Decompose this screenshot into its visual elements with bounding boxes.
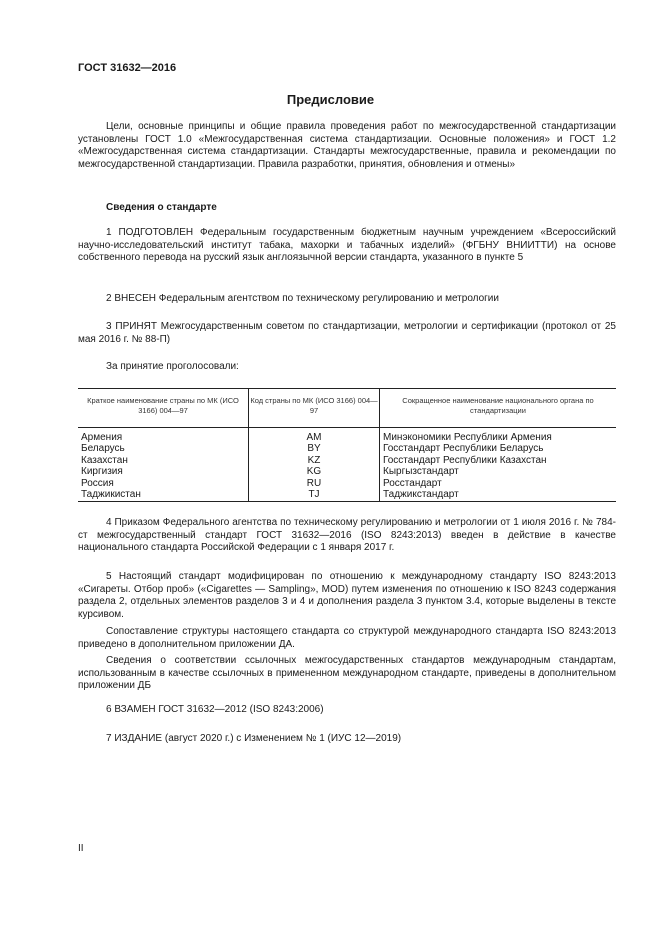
table-row xyxy=(78,443,616,454)
table-row xyxy=(78,489,616,500)
intro-paragraph: Цели, основные принципы и общие правила проведения работ по межгосударственной стандартизации установлены ГОСТ 1.0 «Межгосударственная система стандартизации. Основные положения» и ГОСТ 1.2 «Межгосударственная система стандартизации. Стандарты межгосударственные, правила и рекомендации по межгосударственной стандартизации. Правила разработки, принятия, обновления и отмены» xyxy=(78,121,616,170)
item-1-prepared: 1 ПОДГОТОВЛЕН Федеральным государственным бюджетным научным учреждением «Всероссийский научно-исследовательский институт табака, махорки и табачных изделий» (ФГБНУ ВНИИТТИ) на основе собственного перевода на русский язык англоязычной версии стандарта, указанного в пункте 5 xyxy=(78,227,616,264)
table-row xyxy=(78,466,616,477)
table-row xyxy=(78,478,616,489)
body-cell: Таджикстандарт xyxy=(383,488,459,500)
item-5-structure-comparison: Сопоставление структуры настоящего стандарта со структурой международного стандарта ISO 8243:2013 приведено в дополнительном приложении ДА. xyxy=(78,626,616,650)
item-2-introduced: 2 ВНЕСЕН Федеральным агентством по техническому регулированию и метрологии xyxy=(106,293,499,304)
item-7-edition: 7 ИЗДАНИЕ (август 2020 г.) с Изменением № 1 (ИУС 12—2019) xyxy=(106,733,402,744)
country-cell: Россия xyxy=(81,477,114,489)
code-cell: KG xyxy=(306,466,322,478)
voting-table xyxy=(78,388,616,502)
country-cell: Таджикистан xyxy=(81,488,141,500)
code-cell: AM xyxy=(306,432,322,443)
page-title: Предисловие xyxy=(286,92,375,107)
code-cell: BY xyxy=(307,443,321,455)
item-3-adopted: 3 ПРИНЯТ Межгосударственным советом по стандартизации, метрологии и сертификации (протокол от 25 мая 2016 г. № 88-П) xyxy=(78,321,616,345)
table-header-border xyxy=(78,427,616,428)
column-header-country: Краткое наименование страны по МК (ИСО 3166) 004—97 xyxy=(87,396,239,415)
code-cell: KZ xyxy=(307,454,321,466)
body-cell: Минэкономики Республики Армения xyxy=(383,432,552,443)
body-cell: Госстандарт Республики Беларусь xyxy=(383,443,544,455)
body-cell: Кыргызстандарт xyxy=(383,466,459,478)
body-cell: Госстандарт Республики Казахстан xyxy=(383,454,547,466)
item-5-references: Сведения о соответствии ссылочных межгосударственных стандартов международным стандартам, использованным в качестве ссылочных в примененном международном стандарте, приведены в дополнительном приложении ДБ xyxy=(78,655,616,692)
table-row xyxy=(78,455,616,466)
table-body xyxy=(78,432,616,500)
country-cell: Казахстан xyxy=(81,454,128,466)
country-cell: Армения xyxy=(81,432,123,443)
item-5-modified: 5 Настоящий стандарт модифицирован по отношению к международному стандарту ISO 8243:2013 «Сигареты. Отбор проб» («Cigarettes — Sampling», MOD) путем изменения по отношению к ISO 8243 содержания раздела 2, отдельных элементов разделов 3 и 4 и дополнения раздела 3 пунктом 3.4, которые выделены в тексте курсивом. xyxy=(78,571,616,620)
column-header-code: Код страны по МК (ИСО 3166) 004—97 xyxy=(250,396,378,415)
standard-code-header: ГОСТ 31632—2016 xyxy=(78,62,177,74)
about-standard-heading: Сведения о стандарте xyxy=(106,202,217,213)
table-top-border xyxy=(78,388,616,389)
page-number: II xyxy=(78,843,84,854)
country-cell: Беларусь xyxy=(81,443,125,455)
code-cell: RU xyxy=(306,477,322,489)
code-cell: TJ xyxy=(308,488,320,500)
body-cell: Росстандарт xyxy=(383,477,442,489)
voted-label: За принятие проголосовали: xyxy=(106,361,239,372)
table-row xyxy=(78,432,616,443)
item-6-replaces: 6 ВЗАМЕН ГОСТ 31632—2012 (ISO 8243:2006) xyxy=(106,704,324,715)
column-header-body: Сокращенное наименование национального органа по стандартизации xyxy=(402,396,594,415)
table-bottom-border xyxy=(78,501,616,502)
country-cell: Киргизия xyxy=(81,466,123,478)
item-4-order: 4 Приказом Федерального агентства по техническому регулированию и метрологии от 1 июля 2016 г. № 784-ст межгосударственный стандарт ГОСТ 31632—2016 (ISO 8243:2013) введен в действие в качестве национального стандарта Российской Федерации с 1 января 2017 г. xyxy=(78,517,616,554)
